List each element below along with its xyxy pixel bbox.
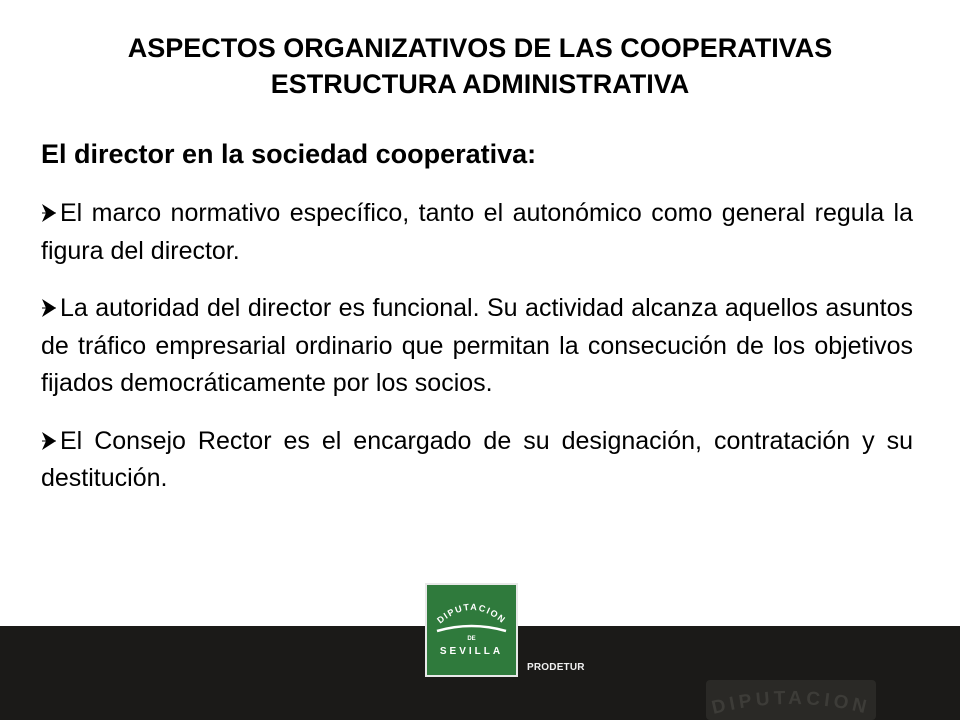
slide-title — [0, 30, 960, 102]
section-heading: El director en la sociedad cooperativa: — [41, 139, 537, 169]
svg-text:DE: DE — [467, 636, 476, 642]
bullet-item — [41, 195, 913, 270]
logo-emblem — [427, 585, 516, 675]
bullet-text: La autoridad del director es funcional. Su actividad alcanza aquellos asuntos de tráfico empresarial ordinario que permitan la consecución de los objetivos fijados democráticamente por los socios. — [41, 294, 913, 397]
prodetur-label: PRODETUR — [527, 662, 585, 673]
bullet-text: El marco normativo específico, tanto el autonómico como general regula la figura del director. — [41, 199, 913, 265]
svg-text:DIPUTACION: DIPUTACION — [709, 687, 873, 719]
arrowhead-bullet-icon — [41, 431, 57, 451]
arrowhead-bullet-icon — [41, 298, 57, 318]
svg-text:DIPUTACION: DIPUTACION — [435, 601, 508, 626]
bullet-list — [41, 195, 913, 518]
bullet-text: El Consejo Rector es el encargado de su designación, contratación y su destitución. — [41, 426, 913, 492]
diputacion-sevilla-logo — [425, 583, 518, 677]
svg-text:SEVILLA: SEVILLA — [439, 646, 504, 657]
bullet-item — [41, 290, 913, 403]
arrowhead-bullet-icon — [41, 203, 57, 223]
title-line-2: ESTRUCTURA ADMINISTRATIVA — [270, 69, 690, 99]
title-line-1: ASPECTOS ORGANIZATIVOS DE LAS COOPERATIVAS — [127, 33, 833, 63]
bullet-item — [41, 423, 913, 498]
diputacion-watermark — [706, 680, 876, 720]
